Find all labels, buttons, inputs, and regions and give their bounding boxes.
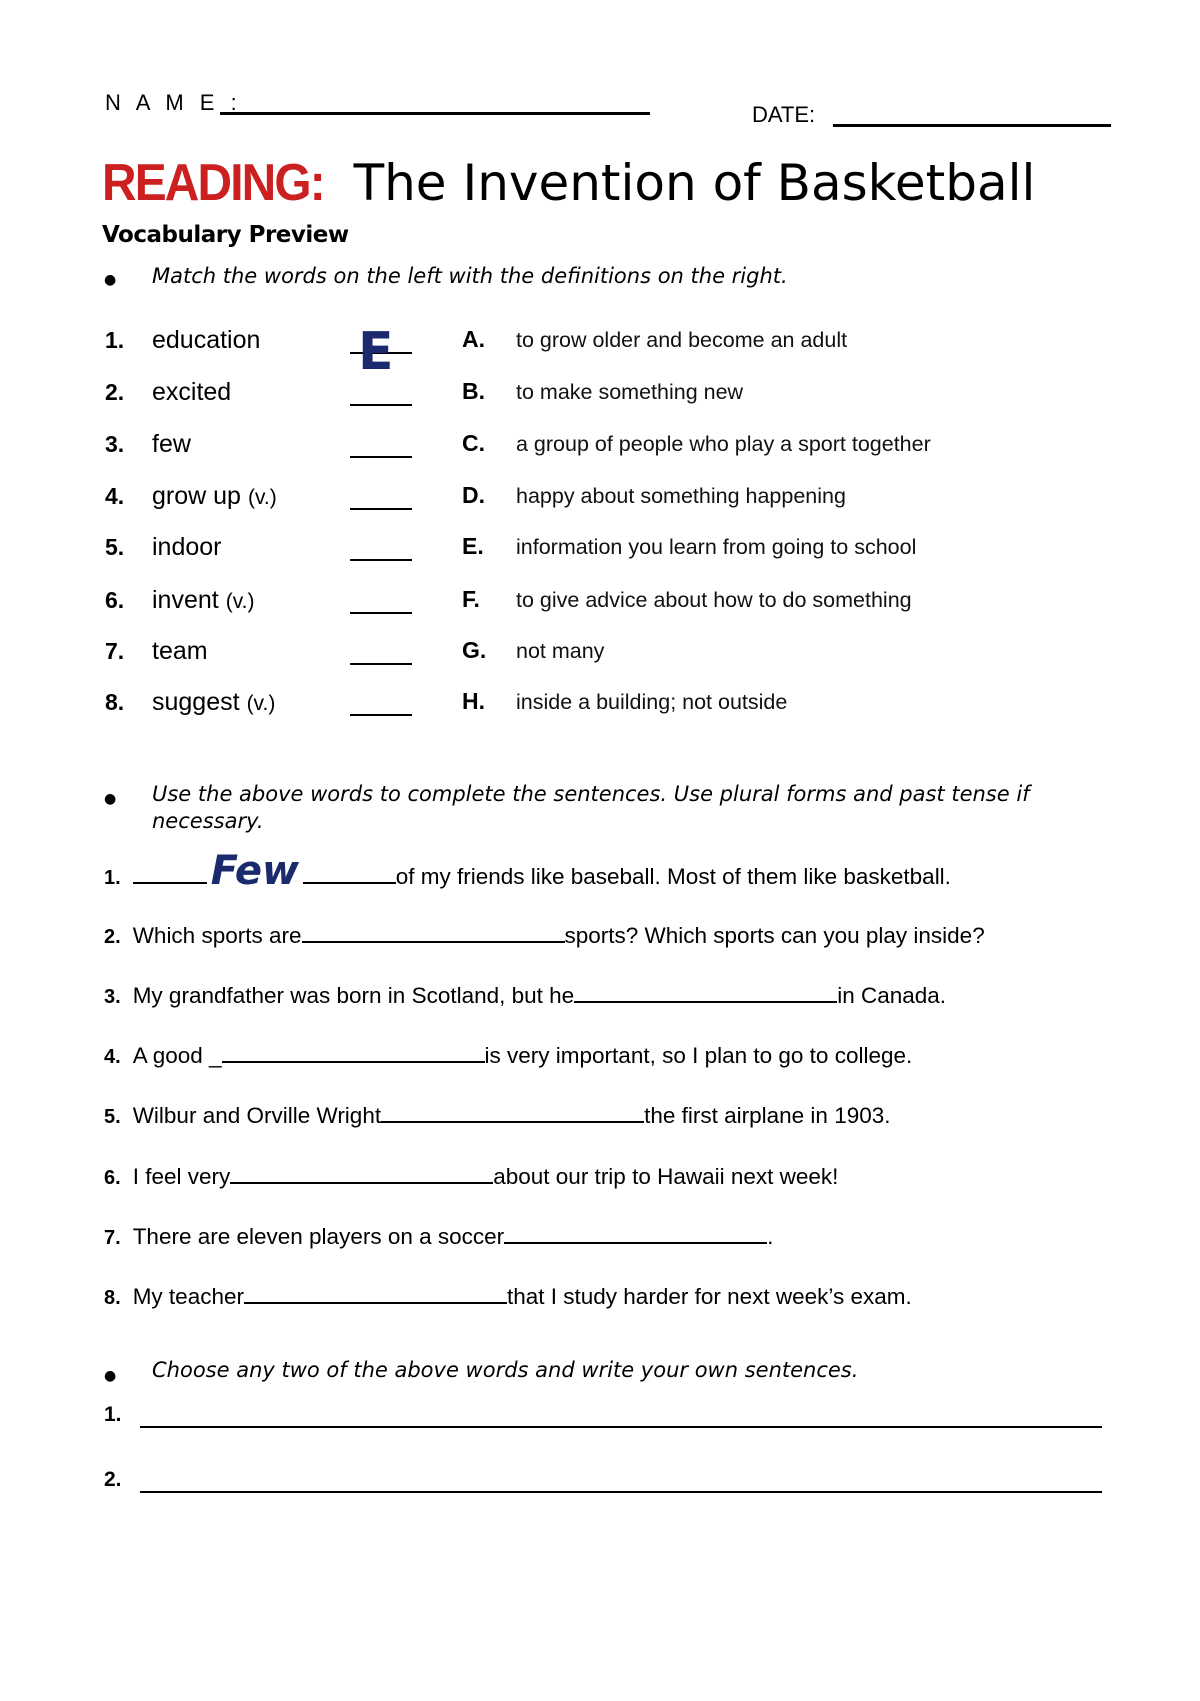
sentence-text-before: My teacher [132,1284,244,1309]
definition-letter: B. [462,378,485,404]
sentence-row [104,1101,891,1129]
handwritten-answer: Few [207,848,303,894]
definition-text: not many [516,639,605,663]
sentence-number: 3. [104,986,121,1008]
sentence-text-after: about our trip to Hawaii next week! [493,1164,839,1189]
sentence-answer-blank[interactable] [244,1282,507,1304]
vocab-word-text: invent [152,586,219,614]
definition-letter: A. [462,326,485,352]
part-of-speech: (v.) [246,692,276,715]
sentence-answer-blank[interactable] [574,981,837,1003]
definition-text: happy about something happening [516,484,846,508]
vocab-word [152,688,275,717]
vocab-word [152,378,231,407]
instruction-2-bullet [104,784,116,808]
page-title [102,153,1035,213]
sentence-number: 8. [104,1287,121,1309]
sentence-text-after: . [767,1224,774,1249]
definition-letter: E. [462,533,484,559]
definition-text: to give advice about how to do something [516,588,912,612]
vocabulary-preview-heading: Vocabulary Preview [102,222,349,248]
vocab-word-text: suggest [152,688,240,716]
own-sentence-2-number: 2. [104,1468,122,1491]
vocab-number: 7. [105,638,125,664]
vocab-word [152,326,260,355]
own-sentence-2-line[interactable] [140,1491,1102,1493]
bullet-icon: ● [104,791,117,807]
vocab-number: 2. [105,379,125,405]
definition-letter: D. [462,482,485,508]
sentence-row [104,1282,912,1310]
bullet-icon: ● [104,272,117,288]
sentence-text-after: in Canada. [837,983,947,1008]
sentence-answer-blank[interactable] [381,1101,644,1123]
sentence-text-before: A good _ [132,1043,222,1068]
sentence-row [104,1041,912,1069]
sentence-number: 4. [104,1046,121,1068]
sentence-number: 2. [104,926,121,948]
sentence-number: 6. [104,1167,121,1189]
definition-text: inside a building; not outside [516,690,788,714]
sentence-row [104,1162,838,1190]
instruction-1-text: Match the words on the left with the definitions on the right. [152,264,788,288]
vocab-word [152,430,191,459]
sentence-text-before: There are eleven players on a soccer [132,1224,505,1249]
answer-blank[interactable] [350,612,412,614]
sentence-answer-blank[interactable] [230,1162,493,1184]
handwritten-answer-1: E [358,322,394,382]
sentence-text-after: sports? Which sports can you play inside? [564,923,985,948]
vocab-word [152,533,222,562]
sentence-text-before: My grandfather was born in Scotland, but he [132,983,575,1008]
sentence-text-after: of my friends like baseball. Most of them like basketball. [395,864,951,889]
vocab-number: 8. [105,689,125,715]
bullet-icon: ● [104,1368,117,1384]
sentence-number: 5. [104,1106,121,1128]
vocab-number: 6. [105,587,125,613]
answer-blank[interactable] [350,559,412,561]
answer-blank[interactable] [350,714,412,716]
sentence-text-after: the first airplane in 1903. [644,1103,891,1128]
name-label: N A M E : [105,90,242,115]
answer-blank[interactable] [350,404,412,406]
sentence-answer-blank[interactable] [133,848,396,894]
own-sentence-1-line[interactable] [140,1426,1102,1428]
sentence-row [104,981,946,1009]
instruction-2-text: Use the above words to complete the sentences. Use plural forms and past tense if necessary. [152,782,1030,833]
definition-letter: G. [462,637,487,663]
definition-text: a group of people who play a sport together [516,432,931,456]
vocab-word-text: excited [152,378,232,406]
sentence-number: 1. [104,867,121,889]
sentence-row [104,1222,773,1250]
vocab-word-text: education [152,326,261,354]
vocab-number: 3. [105,431,125,457]
vocab-word [152,637,208,666]
part-of-speech: (v.) [247,486,277,509]
own-sentence-1-number: 1. [104,1403,122,1426]
date-field[interactable] [833,124,1111,127]
vocab-number: 5. [105,534,125,560]
instruction-3-text: Choose any two of the above words and write your own sentences. [152,1358,859,1382]
vocab-number: 4. [105,483,125,509]
part-of-speech: (v.) [225,590,255,613]
answer-blank[interactable] [350,663,412,665]
vocab-word-text: indoor [152,533,222,561]
definition-text: to grow older and become an adult [516,328,848,352]
sentence-row [104,921,985,949]
sentence-text-after: that I study harder for next week’s exam. [506,1284,912,1309]
vocab-number: 1. [105,327,125,353]
definition-letter: H. [462,688,485,714]
sentence-row [104,848,951,894]
vocab-word [152,482,277,511]
vocab-word [152,586,254,615]
name-field[interactable] [220,112,650,115]
definition-text: to make something new [516,380,744,404]
sentence-text-before: I feel very [132,1164,231,1189]
definition-text: information you learn from going to school [516,535,917,559]
sentence-text-before: Which sports are [132,923,302,948]
vocab-word-text: grow up [152,482,241,510]
sentence-answer-blank[interactable] [302,921,565,943]
sentence-answer-blank[interactable] [222,1041,485,1063]
date-label: DATE: [752,102,816,127]
sentence-answer-blank[interactable] [504,1222,767,1244]
definition-letter: F. [462,586,480,612]
vocab-word-text: few [152,430,191,458]
title-prefix: READING: [102,154,324,212]
instruction-1 [104,265,116,289]
answer-blank[interactable] [350,456,412,458]
answer-blank[interactable] [350,508,412,510]
sentence-text-after: is very important, so I plan to go to college. [484,1043,913,1068]
instruction-3-bullet [104,1361,116,1385]
definition-letter: C. [462,430,485,456]
vocab-word-text: team [152,637,208,665]
title-text: The Invention of Basketball [353,154,1036,212]
sentence-text-before: Wilbur and Orville Wright [132,1103,382,1128]
sentence-number: 7. [104,1227,121,1249]
